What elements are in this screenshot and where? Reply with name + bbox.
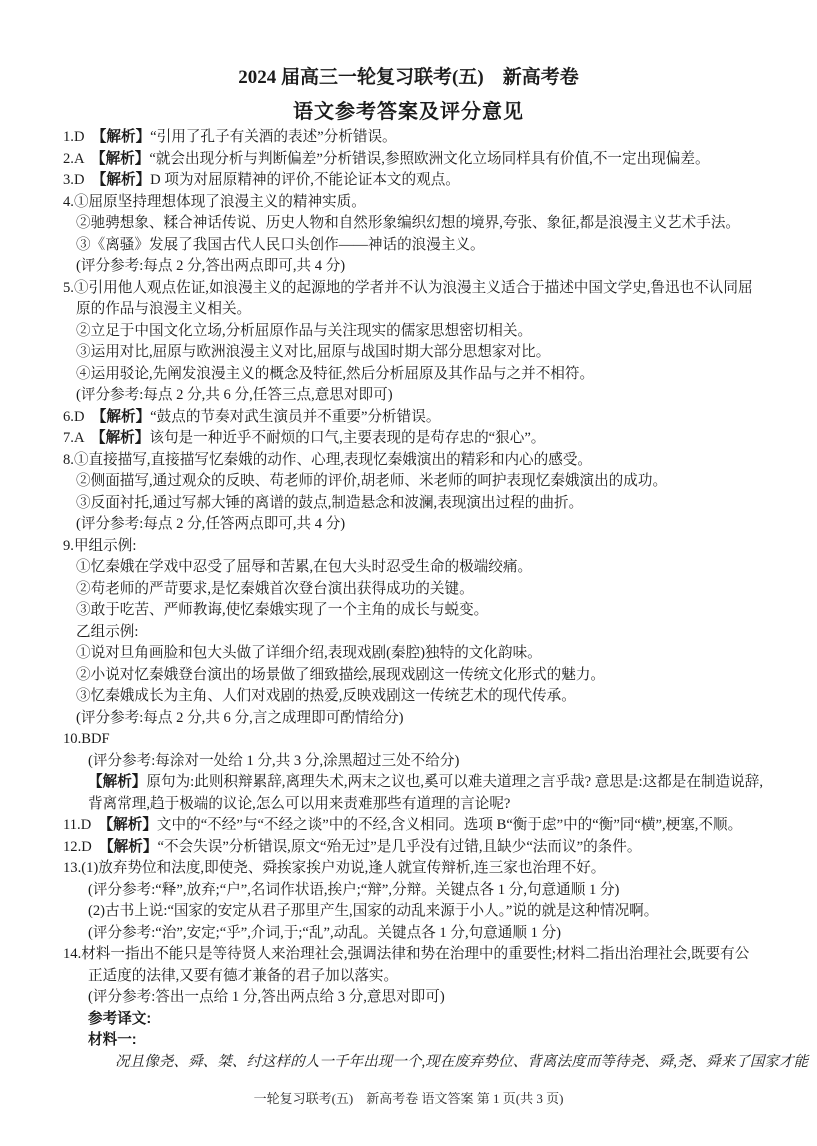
answer-text: (评分参考:答出一点给 1 分,答出两点给 3 分,意思对即可)	[88, 989, 445, 1005]
answer-text: 正适度的法律,又要有德才兼备的君子加以落实。	[88, 967, 399, 984]
document-line	[63, 880, 777, 902]
document-line	[63, 987, 777, 1009]
answer-text: ①忆秦娥在学戏中忍受了屈辱和苦累,在包大头时忍受生命的极端绞痛。	[76, 559, 533, 575]
document-line	[63, 471, 777, 493]
document-line	[63, 299, 777, 321]
document-line	[63, 686, 777, 708]
document-line	[63, 557, 777, 579]
document-line	[63, 364, 777, 386]
answer-text: (2)古书上说:“国家的安定从君子那里产生,国家的动乱来源于小人。”说的就是这种情况啊。	[88, 903, 659, 919]
answer-text: 1.D	[63, 129, 100, 145]
document-line	[63, 708, 777, 730]
answer-text: D 项为对屈原精神的评价,不能论证本文的观点。	[150, 172, 460, 188]
answer-text: 14.材料一指出不能只是等待贤人来治理社会,强调法律和势在治理中的重要性;材料二指出治理社会,既要有公	[63, 946, 750, 962]
document-line	[63, 923, 777, 945]
document-line	[63, 966, 777, 988]
document-body	[63, 127, 809, 1073]
answer-text: 10.BDF	[63, 731, 110, 747]
document-line	[63, 665, 777, 687]
document-line	[63, 321, 777, 343]
answer-text: 6.D	[63, 408, 100, 425]
exam-title: 2024 届高三一轮复习联考(五) 新高考卷	[238, 67, 579, 88]
document-line	[63, 385, 777, 407]
document-line	[63, 342, 777, 364]
answer-text: 原句为:此则积辩累辞,离理失术,两末之议也,奚可以难夫道理之言乎哉? 意思是:这都是在制造说辞,	[146, 774, 763, 790]
answer-text: ②驰骋想象、糅合神话传说、历史人物和自然形象编织幻想的境界,夸张、象征,都是浪漫主义艺术手法。	[76, 215, 741, 231]
answer-text: (评分参考:每点 2 分,任答两点即可,共 4 分)	[76, 516, 346, 532]
document-line	[63, 450, 777, 472]
answer-text: ③运用对比,屈原与欧洲浪漫主义对比,屈原与战国时期大部分思想家对比。	[76, 344, 551, 360]
answer-text: 4.①屈原坚持理想体现了浪漫主义的精神实质。	[63, 193, 366, 210]
answer-text: “鼓点的节奏对武生演员并不重要”分析错误。	[150, 408, 441, 425]
bold-label-text: 【解析】	[98, 150, 150, 167]
answer-text: “引用了孔子有关酒的表述”分析错误。	[150, 129, 397, 145]
answer-text: 13.(1)放弃势位和法度,即使尧、舜挨家挨户劝说,逢人就宣传辩析,连三家也治理不好。	[63, 860, 606, 876]
document-line	[63, 751, 777, 773]
document-line	[63, 858, 777, 880]
answer-text: 8.①直接描写,直接描写忆秦娥的动作、心理,表现忆秦娥演出的精彩和内心的感受。	[63, 451, 593, 468]
answer-key-subtitle: 语文参考答案及评分意见	[293, 101, 524, 123]
document-line	[63, 600, 777, 622]
document-line	[63, 944, 777, 966]
document-line	[63, 536, 777, 558]
answer-text: 9.甲组示例:	[63, 537, 137, 554]
document-line	[63, 901, 777, 923]
answer-text: 12.D	[63, 838, 107, 855]
document-line	[63, 192, 777, 214]
page-footer: 一轮复习联考(五) 新高考卷 语文答案 第 1 页(共 3 页)	[253, 1091, 564, 1106]
bold-label-text: 【解析】	[106, 838, 158, 855]
answer-text: 背离常理,趋于极端的议论,怎么可以用来责难那些有道理的言论呢?	[88, 795, 511, 812]
answer-text: 文中的“不经”与“不经之谈”中的不经,含义相同。选项 B“衡于虑”中的“衡”同“横”,梗塞,不顺。	[156, 817, 743, 833]
document-line	[63, 815, 777, 837]
document-line	[63, 235, 777, 257]
document-line	[63, 493, 777, 515]
answer-text: ③忆秦娥成长为主角、人们对戏剧的热爱,反映戏剧这一传统艺术的现代传承。	[76, 688, 576, 704]
answer-text: ③《离骚》发展了我国古代人民口头创作——神话的浪漫主义。	[76, 236, 485, 253]
bold-label-text: 【解析】	[99, 129, 151, 145]
answer-text: ③反面衬托,通过写郝大锤的离谱的鼓点,制造悬念和波澜,表现演出过程的曲折。	[76, 494, 584, 511]
bold-label-text: 【解析】	[88, 774, 147, 790]
bold-label-text: 【解析】	[99, 408, 151, 425]
answer-text: ②侧面描写,通过观众的反映、苟老师的评价,胡老师、米老师的呵护表现忆秦娥演出的成功。	[76, 473, 668, 489]
document-line	[63, 256, 777, 278]
document-line	[63, 643, 777, 665]
answer-text: (评分参考:每点 2 分,共 6 分,言之成理即可酌情给分)	[76, 709, 404, 726]
answer-text: (评分参考:“治”,安定;“乎”,介词,于;“乱”,动乱。关键点各 1 分,句意通顺 1 分)	[88, 924, 562, 941]
document-line	[63, 622, 777, 644]
answer-text: ②小说对忆秦娥登台演出的场景做了细致描绘,展现戏剧这一传统文化形式的魅力。	[76, 666, 606, 683]
answer-text: “就会出现分析与判断偏差”分析错误,参照欧洲文化立场同样具有价值,不一定出现偏差。	[149, 150, 710, 167]
document-line	[63, 213, 777, 235]
bold-label-text: 材料一:	[88, 1032, 137, 1048]
answer-text: (评分参考:每点 2 分,共 6 分,任答三点,意思对即可)	[76, 387, 393, 403]
document-line	[63, 1009, 777, 1031]
document-line	[63, 837, 777, 859]
document-line	[63, 579, 777, 601]
answer-text: 2.A	[63, 150, 99, 167]
bold-label-text: 【解析】	[105, 817, 157, 833]
answer-text: “不会失误”分析错误,原文“殆无过”是几乎没有过错,且缺少“法而议”的条件。	[157, 838, 642, 855]
document-line	[63, 170, 777, 192]
answer-text: 11.D	[63, 817, 106, 833]
document-line	[63, 428, 777, 450]
answer-text: 原的作品与浪漫主义相关。	[76, 301, 252, 317]
answer-text: ②立足于中国文化立场,分析屈原作品与关注现实的儒家思想密切相关。	[76, 322, 533, 339]
translation-text: 况且像尧、舜、桀、纣这样的人一千年出现一个,现在废弃势位、背离法度而等待尧、舜,尧、舜来了国家才能	[115, 1053, 809, 1070]
answer-text: (评分参考:每涂对一处给 1 分,共 3 分,涂黑超过三处不给分)	[88, 752, 460, 769]
bold-label-text: 【解析】	[98, 430, 150, 446]
document-line	[63, 1030, 777, 1052]
document-line	[63, 794, 777, 816]
answer-text: ①说对旦角画脸和包大头做了详细介绍,表现戏剧(秦腔)独特的文化韵味。	[76, 645, 542, 661]
answer-text: 乙组示例:	[76, 623, 139, 640]
document-line	[63, 772, 777, 794]
bold-label-text: 参考译文:	[88, 1010, 152, 1027]
answer-text: 3.D	[63, 172, 100, 188]
answer-text: 5.①引用他人观点佐证,如浪漫主义的起源地的学者并不认为浪漫主义适合于描述中国文学史,鲁迅也不认同屈	[63, 279, 753, 296]
answer-text: 7.A	[63, 430, 99, 446]
answer-text: ④运用驳论,先阐发浪漫主义的概念及特征,然后分析屈原及其作品与之并不相符。	[76, 365, 595, 382]
document-line	[63, 407, 777, 429]
document-line	[63, 1052, 809, 1074]
document-line	[63, 278, 777, 300]
document-line	[63, 127, 777, 149]
answer-text: ②苟老师的严苛要求,是忆秦娥首次登台演出获得成功的关键。	[76, 580, 474, 597]
document-line	[63, 729, 777, 751]
document-line	[63, 514, 777, 536]
document-line	[63, 149, 777, 171]
answer-text: 该句是一种近乎不耐烦的口气,主要表现的是苟存忠的“狠心”。	[149, 430, 546, 446]
answer-text: (评分参考:每点 2 分,答出两点即可,共 4 分)	[76, 258, 346, 274]
answer-text: ③敢于吃苦、严师教诲,使忆秦娥实现了一个主角的成长与蜕变。	[76, 602, 489, 618]
bold-label-text: 【解析】	[99, 172, 151, 188]
answer-text: (评分参考:“释”,放弃;“户”,名词作状语,挨户;“辩”,分辩。关键点各 1 分,句意通顺 1 分)	[88, 881, 620, 898]
